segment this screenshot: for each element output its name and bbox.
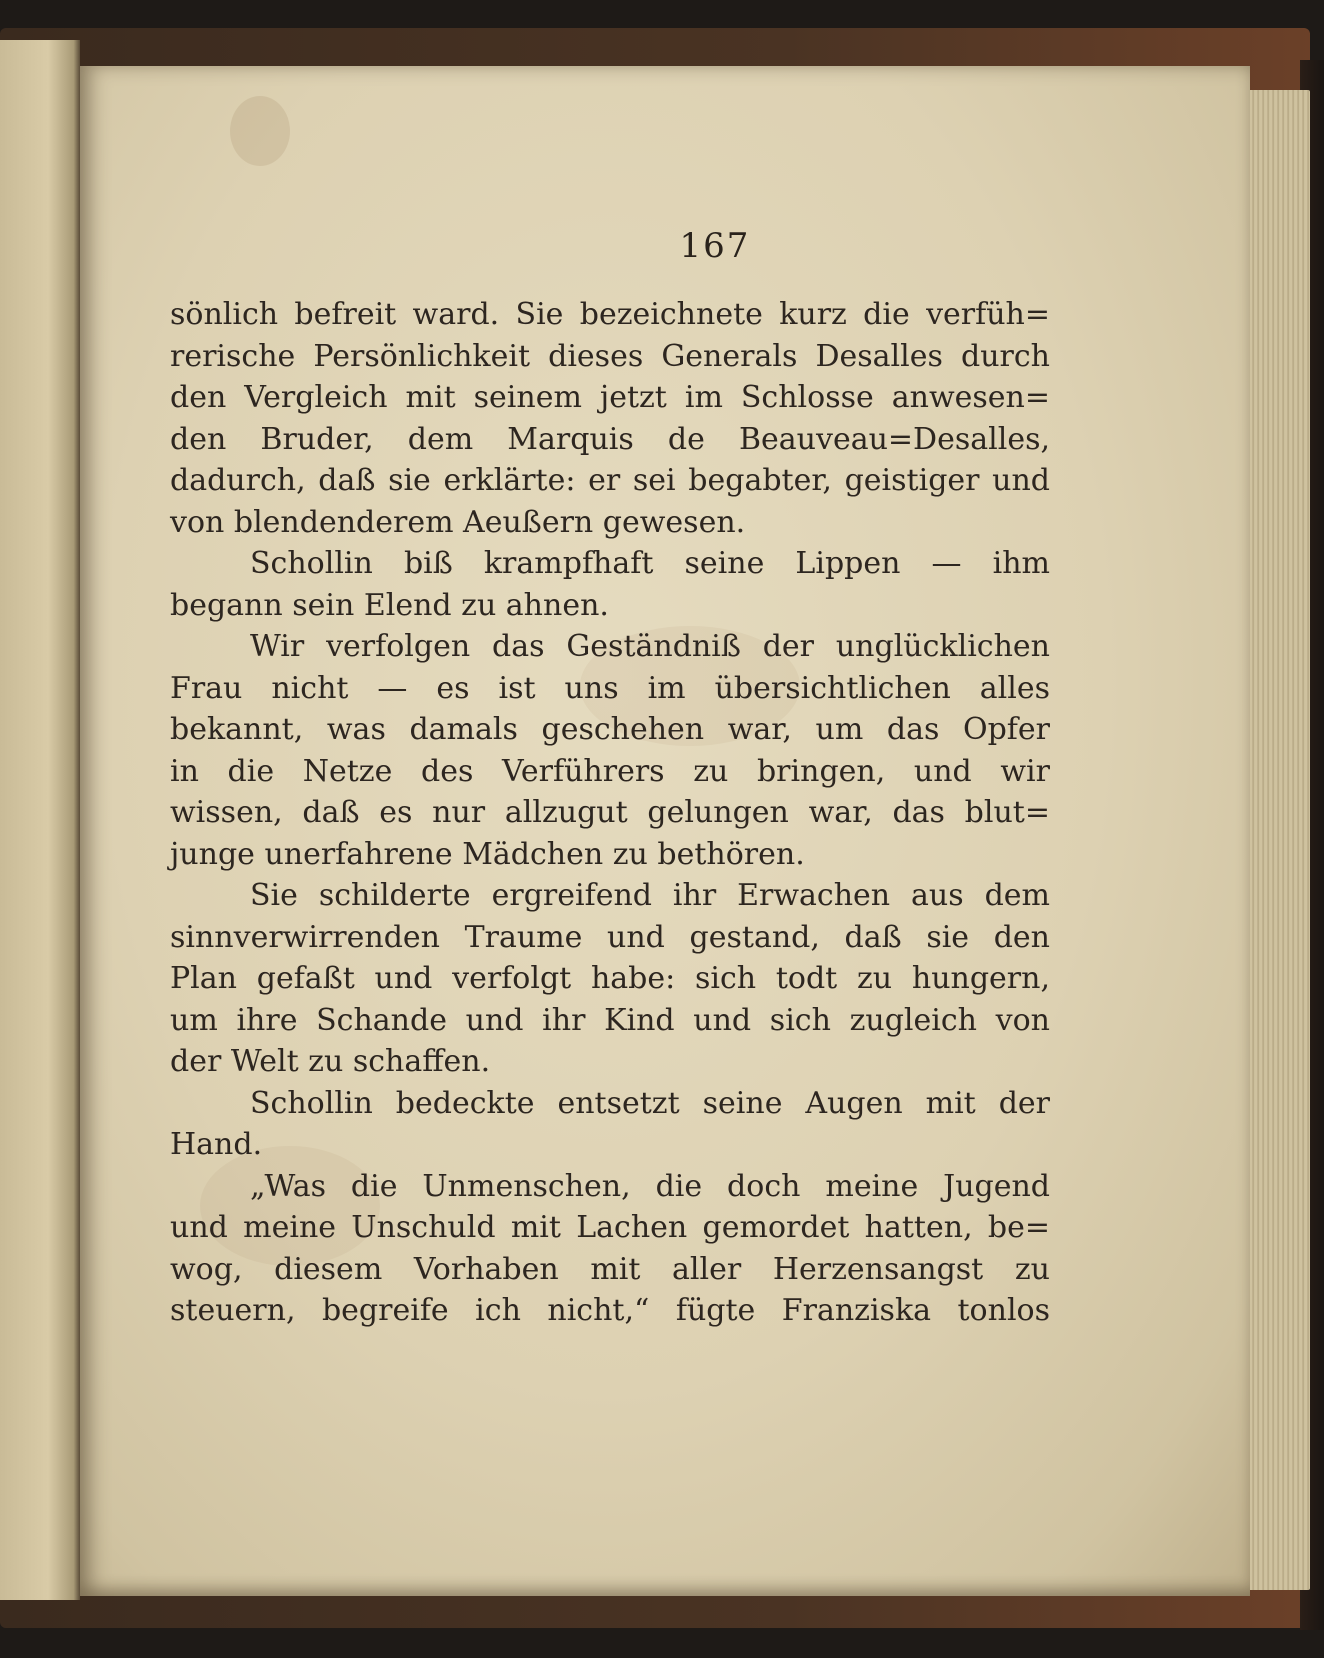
text-line: sönlich befreit ward. Sie bezeichnete kurz die verfüh= bbox=[170, 297, 1050, 332]
text-line: um ihre Schande und ihr Kind und sich zugleich von bbox=[170, 1002, 1050, 1038]
text-line: Hand. bbox=[170, 1127, 263, 1162]
text-line: Schollin biß krampfhaft seine Lippen — ihm bbox=[250, 546, 1050, 581]
page-number: 167 bbox=[679, 226, 751, 266]
text-line: den Bruder, dem Marquis de Beauveau=Desalles, bbox=[170, 421, 1050, 457]
text-line: Schollin bedeckte entsetzt seine Augen mit der bbox=[250, 1085, 1050, 1121]
text-line: Frau nicht — es ist uns im übersichtlichen alles bbox=[170, 670, 1050, 706]
page-block-edges bbox=[1240, 90, 1310, 1590]
text-line: Sie schilderte ergreifend ihr Erwachen aus dem bbox=[250, 878, 1050, 913]
body-text bbox=[170, 294, 1050, 1332]
left-page-edge bbox=[0, 40, 80, 1600]
text-line: „Was die Unmenschen, die doch meine Jugend bbox=[250, 1168, 1050, 1204]
book-page bbox=[80, 66, 1250, 1596]
page-stain bbox=[230, 96, 290, 166]
text-line: wissen, daß es nur allzugut gelungen war, das blut= bbox=[170, 795, 1050, 830]
text-line: Wir verfolgen das Geständniß der unglücklichen bbox=[250, 629, 1050, 664]
text-line: Plan gefaßt und verfolgt habe: sich todt zu hungern, bbox=[170, 961, 1050, 996]
text-line: dadurch, daß sie erklärte: er sei begabter, geistiger und bbox=[170, 463, 1050, 498]
text-line: den Vergleich mit seinem jetzt im Schlosse anwesen= bbox=[170, 380, 1050, 415]
text-line: rerische Persönlichkeit dieses Generals Desalles durch bbox=[170, 338, 1050, 374]
text-line: bekannt, was damals geschehen war, um das Opfer bbox=[170, 712, 1050, 747]
text-line: junge unerfahrene Mädchen zu bethören. bbox=[170, 836, 805, 872]
text-line: von blendenderem Aeußern gewesen. bbox=[170, 504, 746, 540]
text-line: sinnverwirrenden Traume und gestand, daß sie den bbox=[170, 919, 1050, 955]
text-line: wog, diesem Vorhaben mit aller Herzensangst zu bbox=[170, 1251, 1050, 1287]
text-line: und meine Unschuld mit Lachen gemordet hatten, be= bbox=[170, 1210, 1050, 1245]
text-line: steuern, begreife ich nicht,“ fügte Franziska tonlos bbox=[170, 1293, 1050, 1328]
text-line: in die Netze des Verführers zu bringen, und wir bbox=[170, 753, 1050, 789]
text-line: der Welt zu schaffen. bbox=[170, 1044, 491, 1079]
text-line: begann sein Elend zu ahnen. bbox=[170, 587, 609, 623]
